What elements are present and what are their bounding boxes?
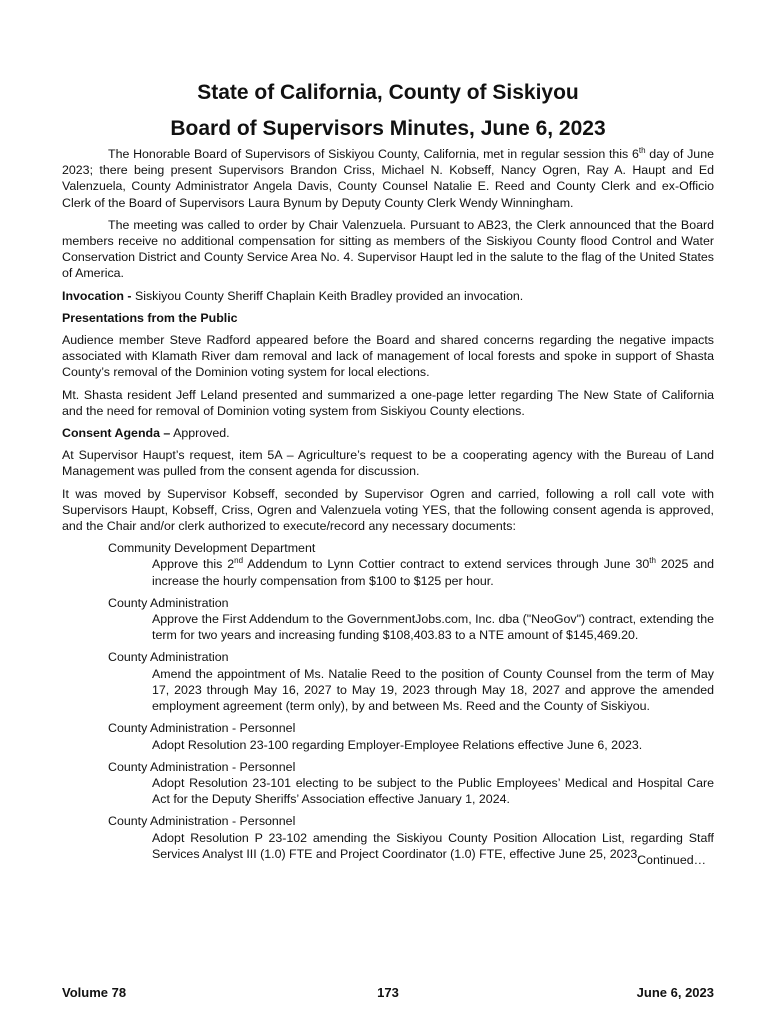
consent-item — [62, 813, 714, 868]
ordinal-suffix: nd — [234, 556, 244, 566]
consent-agenda-paragraph — [62, 425, 714, 441]
consent-item-department: Community Development Department — [108, 541, 316, 556]
consent-pulled-paragraph: At Supervisor Haupt’s request, item 5A – Agriculture’s request to be a cooperating agency with the Bureau of Land Management was pulled from the consent agenda for discussion. — [62, 448, 714, 479]
consent-item — [62, 649, 714, 714]
consent-item-department: County Administration - Personnel — [108, 759, 296, 774]
consent-item-department: County Administration - Personnel — [108, 814, 296, 829]
consent-item — [62, 720, 714, 752]
presentations-heading-text: Presentations from the Public — [62, 310, 238, 325]
consent-item-department: County Administration — [108, 595, 229, 610]
footer-volume: Volume 78 — [62, 985, 127, 1000]
page-title-line1: State of California, County of Siskiyou — [197, 81, 579, 104]
session-text-end: day of June 2023; there being present Supervisors Brandon Criss, Michael N. Kobseff, Nancy Ogren, Ray A. Haupt and Ed Valenzuela, County Administrator Angela Davis, County Counsel Natalie E. Reed and County Clerk and ex-Officio Clerk of the Board of Supervisors Laura Bynum by Deputy County Clerk Wendy Winningham. — [62, 147, 714, 210]
session-paragraph — [62, 146, 714, 211]
consent-item — [62, 540, 714, 589]
item-text-part: Approve this 2 — [152, 557, 235, 572]
minutes-body — [62, 146, 714, 868]
presentations-heading — [62, 310, 714, 326]
consent-agenda-label: Consent Agenda – — [62, 426, 171, 441]
continued-marker: Continued… — [637, 852, 706, 867]
public-comment-2: Mt. Shasta resident Jeff Leland presented and summarized a one-page letter regarding The New State of California and the need for removal of Dominion voting system from Siskiyou County elections. — [62, 387, 714, 418]
consent-item-department: County Administration — [108, 650, 229, 665]
consent-item — [62, 759, 714, 808]
ordinal-suffix: th — [649, 556, 656, 566]
consent-item — [62, 595, 714, 644]
invocation-paragraph — [62, 288, 714, 304]
invocation-text: Siskiyou County Sheriff Chaplain Keith Bradley provided an invocation. — [131, 288, 524, 303]
item-text-part: Addendum to Lynn Cottier contract to extend services through June 30 — [243, 557, 650, 572]
footer-page-number: 173 — [377, 985, 399, 1000]
footer-date: June 6, 2023 — [636, 985, 714, 1000]
consent-agenda-status: Approved. — [170, 426, 230, 441]
invocation-label: Invocation - — [62, 288, 132, 303]
motion-paragraph: It was moved by Supervisor Kobseff, seconded by Supervisor Ogren and carried, following a roll call vote with Supervisors Haupt, Kobseff, Criss, Ogren and Valenzuela voting YES, that the following consent agenda is approved, and the Chair and/or clerk authorized to execute/record any necessary documents: — [62, 486, 714, 534]
consent-item-text: Amend the appointment of Ms. Natalie Reed to the position of County Counsel from the term of May 17, 2023 through May 16, 2027 to May 19, 2023 through May 18, 2027 and approve the amended employment agreement (term only), by and between Ms. Reed and the County of Siskiyou. — [152, 666, 714, 714]
item-text-part: 2025 and increase the hourly compensation from $100 to $125 per hour. — [152, 557, 714, 588]
consent-item-text: Adopt Resolution 23-100 regarding Employer-Employee Relations effective June 6, 2023. — [152, 737, 643, 752]
page-title-line2: Board of Supervisors Minutes, June 6, 2023 — [170, 117, 606, 140]
session-text-start: The Honorable Board of Supervisors of Siskiyou County, California, met in regular session this 6 — [108, 147, 639, 161]
consent-item-text — [152, 556, 714, 588]
call-to-order-paragraph: The meeting was called to order by Chair Valenzuela. Pursuant to AB23, the Clerk announced that the Board members receive no additional compensation for sitting as members of the Siskiyou County flood Control and Water Conservation District and County Service Area No. 4. Supervisor Haupt led in the salute to the flag of the United States of America. — [62, 217, 714, 281]
public-comment-1: Audience member Steve Radford appeared before the Board and shared concerns regarding the negative impacts associated with Klamath River dam removal and lack of management of local forests and spoke in support of Shasta County’s removal of the Dominion voting system for local elections. — [62, 333, 714, 380]
consent-item-text: Adopt Resolution 23-101 electing to be subject to the Public Employees’ Medical and Hospital Care Act for the Deputy Sheriffs’ Association effective January 1, 2024. — [152, 775, 714, 807]
consent-item-text: Adopt Resolution P 23-102 amending the Siskiyou County Position Allocation List, regarding Staff Services Analyst III (1.0) FTE and Project Coordinator (1.0) FTE, effective June 25, 2023. — [152, 830, 714, 861]
consent-item-department: County Administration - Personnel — [108, 721, 296, 736]
consent-item-text: Approve the First Addendum to the GovernmentJobs.com, Inc. dba ("NeoGov") contract, extending the term for two years and increasing funding $108,403.83 to a NTE amount of $145,469.20. — [152, 612, 714, 643]
ordinal-suffix: th — [638, 145, 646, 155]
